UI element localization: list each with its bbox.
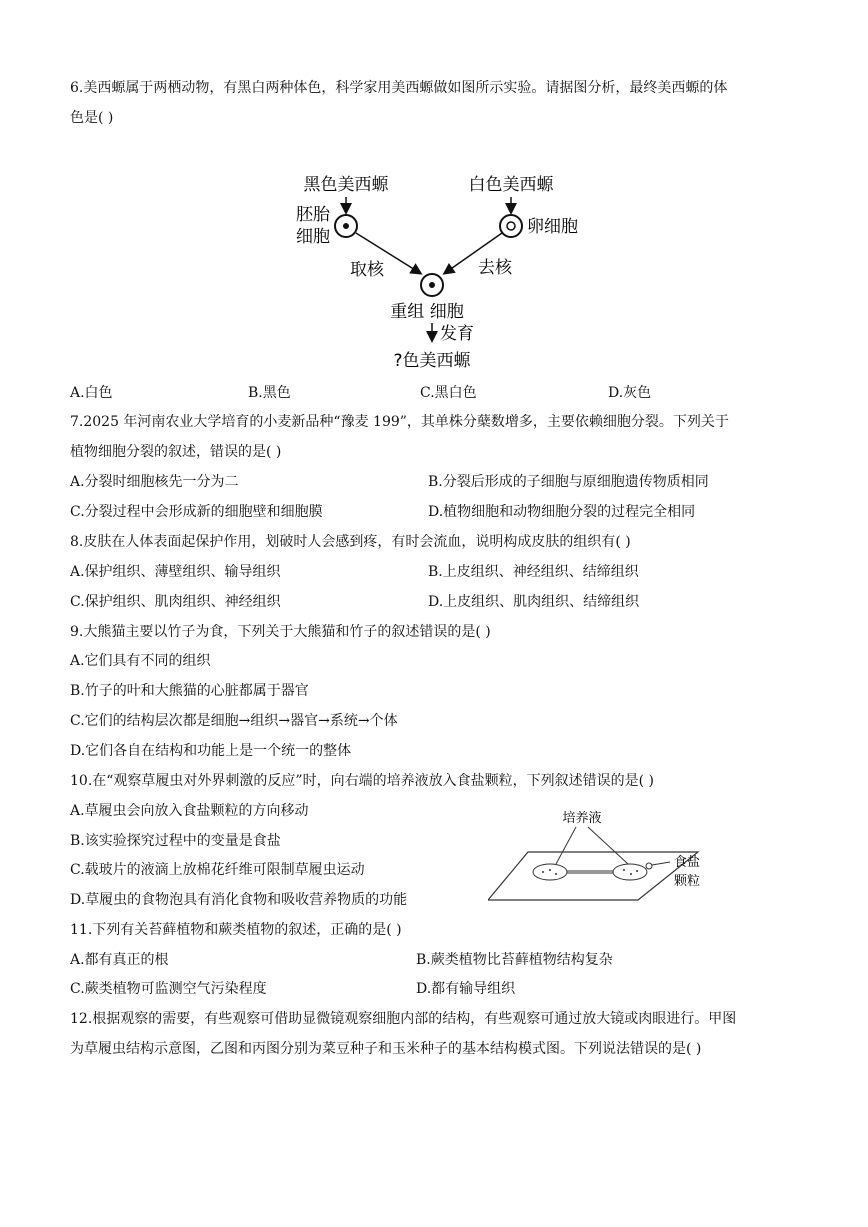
salt-grain-icon (646, 863, 652, 869)
white-axolotl-label: 白色美西螈 (468, 175, 554, 195)
q7-option-a: A.分裂时细胞核先一分为二 (70, 474, 239, 490)
q11-stem: 11.下列有关苔藓植物和蕨类植物的叙述，正确的是( ) (70, 922, 402, 938)
q10-option-a: A.草履虫会向放入食盐颗粒的方向移动 (70, 803, 309, 819)
q9-option-a: A.它们具有不同的组织 (70, 653, 211, 669)
slide-diagram (488, 800, 738, 920)
q7-option-d: D.植物细胞和动物细胞分裂的过程完全相同 (428, 504, 696, 520)
q12-stem-line1: 12.根据观察的需要，有些观察可借助显微镜观察细胞内部的结构，有些观察可通过放大镜或肉眼进行。甲图 (70, 1011, 737, 1027)
q8-stem: 8.皮肤在人体表面起保护作用，划破时人会感到疼，有时会流血，说明构成皮肤的组织有( ) (70, 534, 631, 550)
result-axolotl-label: ?色美西螈 (393, 351, 471, 371)
egg-cell-label: 卵细胞 (527, 217, 578, 237)
q9-stem: 9.大熊猫主要以竹子为食，下列关于大熊猫和竹子的叙述错误的是( ) (70, 624, 491, 640)
q11-option-c: C.蕨类植物可监测空气污染程度 (70, 981, 267, 997)
q11-option-d: D.都有输导组织 (416, 981, 516, 997)
q11-option-b: B.蕨类植物比苔藓植物结构复杂 (416, 952, 613, 968)
nuclear-transfer-diagram (280, 165, 580, 380)
black-axolotl-label: 黑色美西螈 (303, 175, 389, 195)
q6-option-d: D.灰色 (608, 385, 652, 401)
left-culture-drop (533, 864, 567, 880)
q7-option-b: B.分裂后形成的子细胞与原细胞遗传物质相同 (428, 474, 709, 490)
q7-stem-line2: 植物细胞分裂的叙述，错误的是( ) (70, 444, 282, 460)
salt-label-1: 食盐 (674, 855, 701, 870)
q12-stem-line2: 为草履虫结构示意图，乙图和丙图分别为菜豆种子和玉米种子的基本结构模式图。下列说法错误的是( ) (70, 1041, 702, 1057)
q8-option-b: B.上皮组织、神经组织、结缔组织 (428, 564, 639, 580)
q9-option-b: B.竹子的叶和大熊猫的心脏都属于器官 (70, 683, 309, 699)
remove-nucleus-label: 去核 (478, 258, 512, 278)
q6-stem-line1: 6.美西螈属于两栖动物，有黑白两种体色，科学家用美西螈做如图所示实验。请据图分析，最终美西螈的体 (70, 80, 728, 96)
q8-option-a: A.保护组织、薄壁组织、输导组织 (70, 564, 281, 580)
right-culture-drop (613, 864, 647, 880)
q6-option-c: C.黑白色 (420, 385, 477, 401)
q6-option-b: B.黑色 (248, 385, 291, 401)
q9-option-d: D.它们各自在结构和功能上是一个统一的整体 (70, 743, 352, 759)
q9-option-c: C.它们的结构层次都是细胞→组织→器官→系统→个体 (70, 713, 398, 729)
q7-option-c: C.分裂过程中会形成新的细胞壁和细胞膜 (70, 504, 323, 520)
q8-option-c: C.保护组织、肌肉组织、神经组织 (70, 594, 281, 610)
develop-label: 发育 (440, 324, 474, 344)
q6-stem-line2: 色是( ) (70, 110, 114, 126)
salt-label-2: 颗粒 (674, 874, 701, 889)
q7-stem-line1: 7.2025 年河南农业大学培育的小麦新品种“豫麦 199”，其单株分蘖数增多，主要依赖细胞分裂。下列关于 (70, 414, 729, 430)
q11-option-a: A.都有真正的根 (70, 952, 169, 968)
embryo-label-2: 细胞 (296, 227, 330, 247)
recombined-cell-label: 重组 细胞 (390, 302, 464, 322)
culture-liquid-label: 培养液 (562, 811, 602, 826)
q10-option-c: C.载玻片的液滴上放棉花纤维可限制草履虫运动 (70, 862, 365, 878)
q10-option-d: D.草履虫的食物泡具有消化食物和吸收营养物质的功能 (70, 892, 408, 908)
q10-stem: 10.在“观察草履虫对外界刺激的反应”时，向右端的培养液放入食盐颗粒，下列叙述错误的是( ) (70, 773, 654, 789)
glass-slide (488, 852, 701, 900)
embryo-label-1: 胚胎 (296, 205, 330, 225)
q6-option-a: A.白色 (70, 385, 113, 401)
q8-option-d: D.上皮组织、肌肉组织、结缔组织 (428, 594, 640, 610)
take-nucleus-label: 取核 (350, 260, 384, 280)
q10-option-b: B.该实验探究过程中的变量是食盐 (70, 833, 281, 849)
